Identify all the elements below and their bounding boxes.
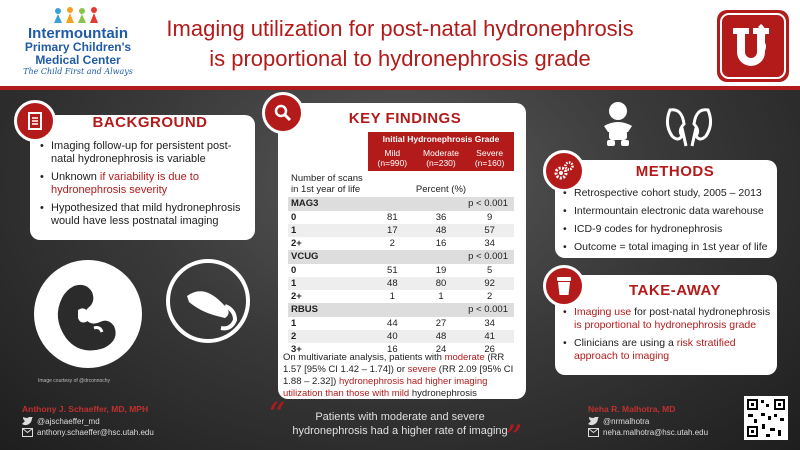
background-badge xyxy=(14,100,56,142)
methods-title: METHODS xyxy=(635,163,715,180)
background-title: BACKGROUND xyxy=(92,114,208,131)
author-left-name: Anthony J. Schaeffer, MD, MPH xyxy=(22,404,149,414)
multivariate-note: On multivariate analysis, patients with moderate (RR 1.57 [95% CI 1.42 – 1.74]) or severe (RR 2.09 [95% CI 1.88 – 2.32]) hydronephrosis had higher imaging utilization than those with mild hydronephrosis xyxy=(283,352,514,399)
key-findings-badge xyxy=(262,92,304,134)
findings-table xyxy=(288,132,514,356)
twitter-icon xyxy=(22,417,33,426)
baby-icon xyxy=(596,100,640,148)
ultrasound-probe-icon xyxy=(165,258,251,344)
methods-bullet: • ICD-9 codes for hydronephrosis xyxy=(561,223,775,236)
author-left-twitter-line xyxy=(22,417,154,426)
scans-header-row xyxy=(288,171,514,197)
table-row: 0 81 36 9 xyxy=(291,212,493,223)
author-left-email-line xyxy=(22,428,154,437)
background-bullet-3: • Hypothesized that mild hydronephrosis would have less postnatal imaging xyxy=(38,202,250,228)
email-icon xyxy=(588,428,599,437)
percent-label: Percent (%) xyxy=(415,184,467,195)
methods-bullet: • Retrospective cohort study, 2005 – 2013 xyxy=(561,187,775,200)
logo-sub1: Primary Children's xyxy=(24,40,132,54)
methods-badge xyxy=(543,150,585,192)
background-bullet-1: • Imaging follow-up for persistent post-natal hydronephrosis is variable xyxy=(38,140,250,166)
column-header-moderate: Moderate (n=230) xyxy=(417,147,466,171)
section-rbus: RBUS p < 0.001 xyxy=(288,303,514,317)
takeaway-bullet-1: • Imaging use for post-natal hydronephrosis is proportional to hydronephrosis grade xyxy=(561,306,775,332)
close-quote-icon: ” xyxy=(505,418,523,450)
header xyxy=(0,0,800,90)
gears-icon xyxy=(553,160,575,182)
table-row: 1 44 27 34 xyxy=(291,318,495,329)
scans-label: Number of scans in 1st year of life xyxy=(291,173,363,195)
author-right-email-line xyxy=(588,428,708,437)
kidney-image-icon xyxy=(32,258,144,370)
table-row: 0 51 19 5 xyxy=(291,265,493,276)
open-quote-icon: “ xyxy=(268,395,286,435)
image-credit: Image courtesy of @drconnochy xyxy=(38,378,111,384)
author-right-name: Neha R. Malhotra, MD xyxy=(588,404,676,414)
takeaway-badge xyxy=(543,265,585,307)
table-column-headers xyxy=(288,147,514,171)
takeaway-title: TAKE-AWAY xyxy=(628,282,721,299)
author-right-twitter[interactable]: @nrmalhotra xyxy=(603,417,650,426)
logo-brand: Intermountain xyxy=(28,25,128,42)
title-line-2: is proportional to hydronephrosis grade xyxy=(209,46,591,71)
logo-tag: The Child First and Always xyxy=(23,67,133,76)
table-row: 3+ 16 24 26 xyxy=(291,344,495,355)
qr-code-icon[interactable] xyxy=(744,396,788,440)
column-header-severe: Severe (n=160) xyxy=(465,147,514,171)
logo-sub2: Medical Center xyxy=(35,53,121,67)
university-logo-icon xyxy=(715,8,791,84)
table-row: 2+ 2 16 34 xyxy=(291,238,495,249)
table-row: 2 40 48 41 xyxy=(288,330,514,343)
magnifier-icon xyxy=(273,103,293,123)
title-line-1: Imaging utilization for post-natal hydronephrosis xyxy=(166,16,634,41)
table-row: 1 48 80 92 xyxy=(288,277,514,290)
methods-bullet: • Outcome = total imaging in 1st year of life xyxy=(561,241,775,254)
section-mag3: MAG3 p < 0.001 xyxy=(288,197,514,211)
background-list xyxy=(38,140,250,233)
summary-quote: Patients with moderate and severe hydronephrosis had a higher rate of imaging xyxy=(292,411,508,437)
document-icon xyxy=(25,111,45,131)
takeaway-bullet-2: • Clinicians are using a risk stratified approach to imaging xyxy=(561,337,775,363)
author-left xyxy=(22,404,154,439)
author-right xyxy=(588,404,708,439)
author-left-email[interactable]: anthony.schaeffer@hsc.utah.edu xyxy=(37,428,154,437)
poster-title xyxy=(160,14,640,74)
takeaway-cup-icon xyxy=(555,275,573,297)
methods-bullet: • Intermountain electronic data warehouse xyxy=(561,205,775,218)
author-right-email[interactable]: neha.malhotra@hsc.utah.edu xyxy=(603,428,709,437)
author-right-twitter-line xyxy=(588,417,708,426)
author-left-twitter[interactable]: @ajschaeffer_md xyxy=(37,417,100,426)
kidneys-icon xyxy=(664,102,714,148)
takeaway-list xyxy=(561,306,775,368)
background-bullet-2: • Unknown if variability is due to hydronephrosis severity xyxy=(38,171,250,197)
logo-figures-icon xyxy=(48,6,106,24)
table-group-header: Initial Hydronephrosis Grade xyxy=(368,132,514,147)
key-findings-title: KEY FINDINGS xyxy=(348,110,462,127)
table-row: 1 17 48 57 xyxy=(288,224,514,237)
methods-list xyxy=(561,187,775,259)
intermountain-logo xyxy=(8,8,148,78)
email-icon xyxy=(22,428,33,437)
twitter-icon xyxy=(588,417,599,426)
column-header-mild: Mild (n=990) xyxy=(368,147,417,171)
section-vcug: VCUG p < 0.001 xyxy=(288,250,514,264)
table-row: 2+ 1 1 2 xyxy=(291,291,493,302)
